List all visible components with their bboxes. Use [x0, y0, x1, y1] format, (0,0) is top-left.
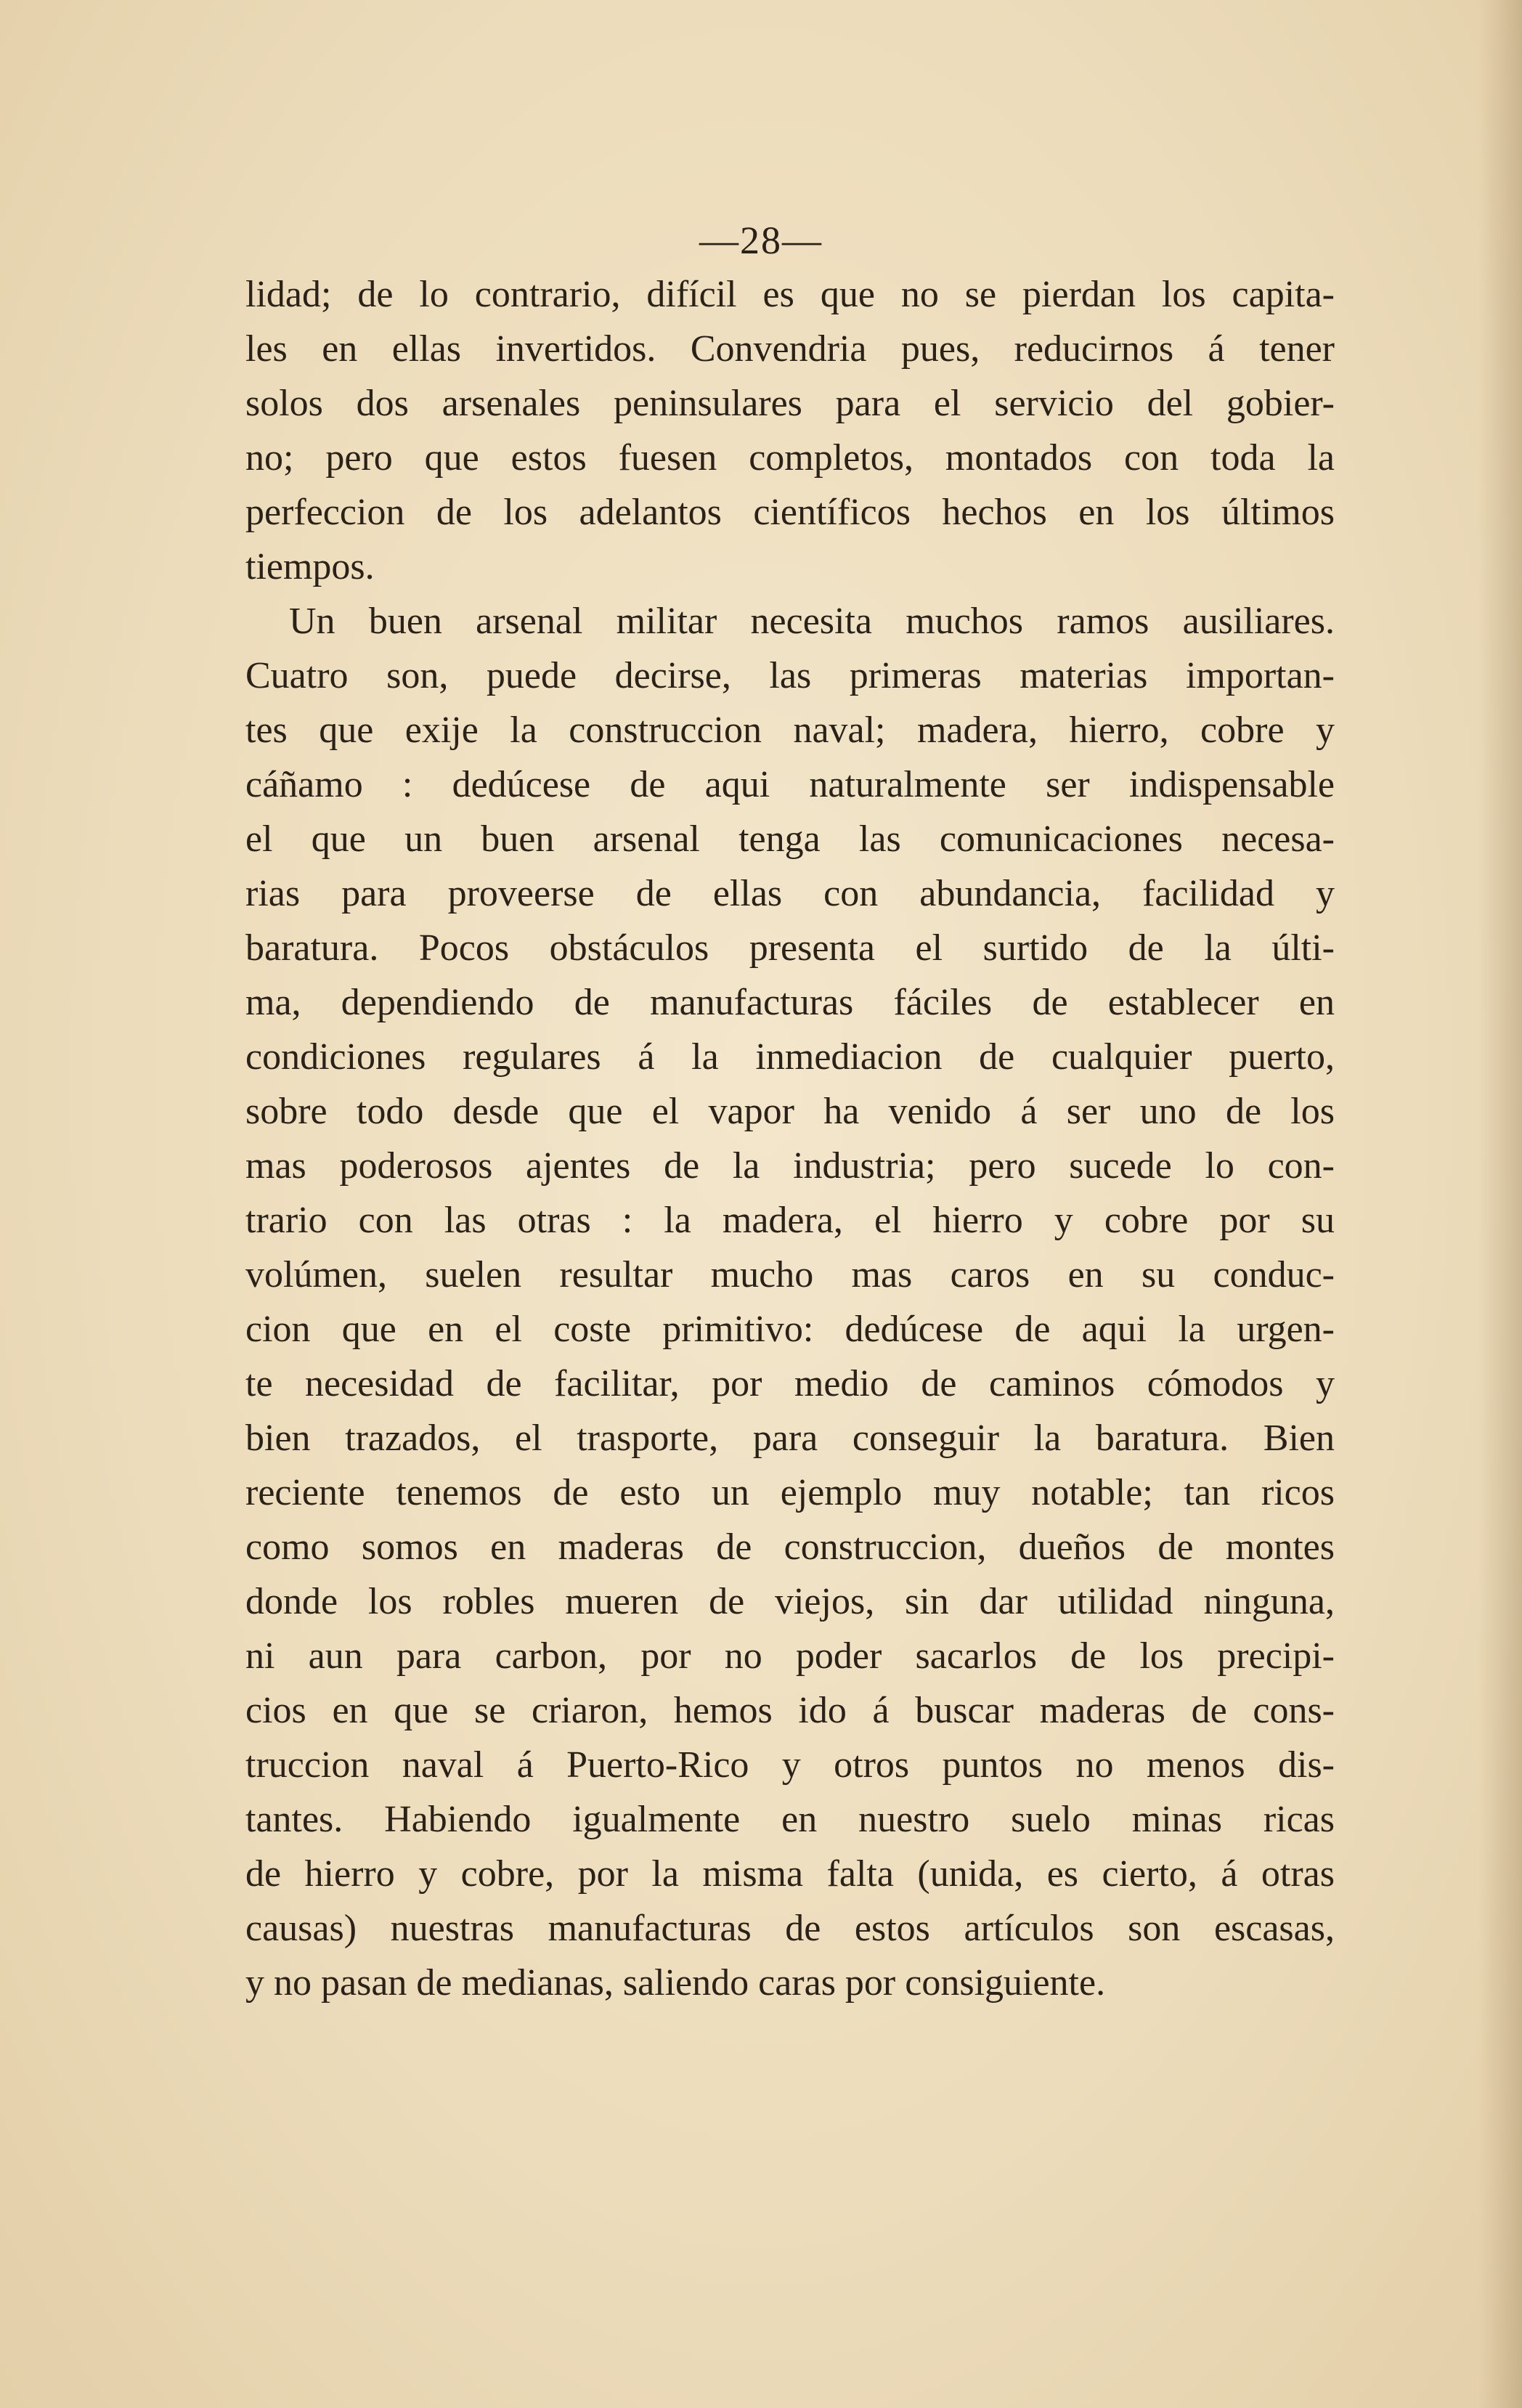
text-line: causas) nuestras manufacturas de estos artículos son escasas,: [245, 1908, 1335, 1949]
text-line: no; pero que estos fuesen completos, montados con toda la: [245, 437, 1335, 479]
text-line: mas poderosos ajentes de la industria; pero sucede lo con-: [245, 1145, 1335, 1187]
text-line: lidad; de lo contrario, difícil es que no se pierdan los capita-: [245, 274, 1335, 315]
text-line: ni aun para carbon, por no poder sacarlos de los precipi-: [245, 1635, 1335, 1677]
text-line: te necesidad de facilitar, por medio de caminos cómodos y: [245, 1363, 1335, 1404]
text-line: cios en que se criaron, hemos ido á buscar maderas de cons-: [245, 1690, 1335, 1731]
text-line: ma, dependiendo de manufacturas fáciles de establecer en: [245, 982, 1335, 1023]
text-line: tes que exije la construccion naval; madera, hierro, cobre y: [245, 709, 1335, 751]
text-line: bien trazados, el trasporte, para conseguir la baratura. Bien: [245, 1417, 1335, 1459]
text-line: como somos en maderas de construccion, dueños de montes: [245, 1526, 1335, 1568]
text-line: volúmen, suelen resultar mucho mas caros en su conduc-: [245, 1254, 1335, 1295]
text-line: rias para proveerse de ellas con abundancia, facilidad y: [245, 873, 1335, 914]
text-line: de hierro y cobre, por la misma falta (unida, es cierto, á otras: [245, 1853, 1335, 1895]
text-line: donde los robles mueren de viejos, sin dar utilidad ninguna,: [245, 1581, 1335, 1622]
text-line: y no pasan de medianas, saliendo caras por consiguiente.: [245, 1962, 1106, 2004]
text-line: sobre todo desde que el vapor ha venido á ser uno de los: [245, 1091, 1335, 1132]
body-text: [245, 267, 1335, 2010]
text-line: Cuatro son, puede decirse, las primeras materias importan-: [245, 655, 1335, 696]
text-line: cion que en el coste primitivo: dedúcese de aqui la urgen-: [245, 1309, 1335, 1350]
text-line: les en ellas invertidos. Convendria pues, reducirnos á tener: [245, 328, 1335, 370]
text-line: tantes. Habiendo igualmente en nuestro suelo minas ricas: [245, 1799, 1335, 1840]
text-line: condiciones regulares á la inmediacion de cualquier puerto,: [245, 1036, 1335, 1078]
text-line: perfeccion de los adelantos científicos hechos en los últimos: [245, 492, 1335, 533]
text-line: baratura. Pocos obstáculos presenta el surtido de la últi-: [245, 927, 1335, 969]
text-line: reciente tenemos de esto un ejemplo muy notable; tan ricos: [245, 1472, 1335, 1513]
text-line: cáñamo : dedúcese de aqui naturalmente ser indispensable: [245, 764, 1335, 805]
text-line: el que un buen arsenal tenga las comunicaciones necesa-: [245, 818, 1335, 860]
page-edge-shadow: [1478, 0, 1522, 2408]
text-line: truccion naval á Puerto-Rico y otros puntos no menos dis-: [245, 1744, 1335, 1786]
page-number: —28—: [699, 219, 823, 262]
text-line: trario con las otras : la madera, el hierro y cobre por su: [245, 1200, 1335, 1241]
text-line: tiempos.: [245, 546, 375, 587]
text-line: solos dos arsenales peninsulares para el servicio del gobier-: [245, 383, 1335, 424]
text-line: Un buen arsenal militar necesita muchos ramos ausiliares.: [289, 601, 1335, 642]
